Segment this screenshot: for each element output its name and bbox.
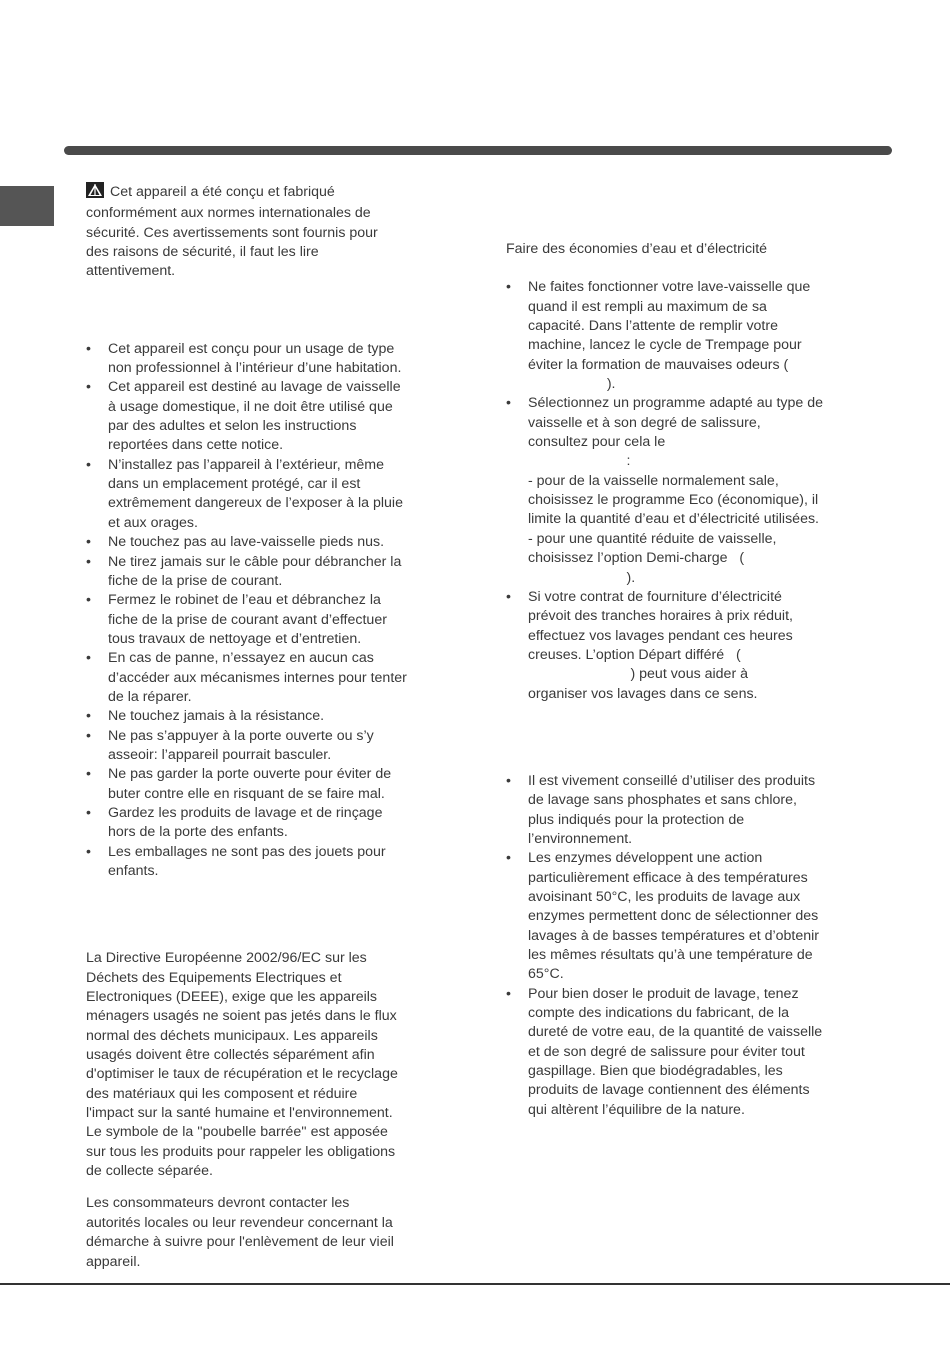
intro-line: conformément aux normes internationales de [86,205,371,222]
economy-list [506,278,890,704]
bottom-rule [0,1283,950,1285]
list-item: • Cet appareil est conçu pour un usage de type non professionnel à l’intérieur d’une habitation. [86,340,466,379]
top-rule [64,146,892,155]
deee-paragraph: La Directive Européenne 2002/96/EC sur les Déchets des Equipements Electriques et Electroniques (DEEE), exige que les appareils ménagers usagés ne soient pas jetés dans le flux normal des déchets municipaux. Les appareils usagés doivent être collectés séparément afin d'optimiser le taux de récupération et le recyclage des matériaux qui les composent et réduire l'impact sur la santé humaine et l'environnement. Le symbole de la ''poubelle barrée'' est apposée sur tous les produits pour rappeler les obligations de collecte séparée. [86,950,398,1180]
list-item: • Gardez les produits de lavage et de rinçage hors de la porte des enfants. [86,804,466,843]
list-item: • Ne touchez pas au lave-vaisselle pieds nus. [86,533,466,552]
intro-line: Cet appareil a été conçu et fabriqué [110,184,335,200]
intro-line: attentivement. [86,263,176,280]
safety-list [86,340,466,882]
right-column [506,240,890,1120]
list-item: • Si votre contrat de fourniture d’électricité prévoit des tranches horaires à prix réduit, effectuez vos lavages pendant ces heures creuses. L’option Départ différé ( ) peut vous aider à organiser vos lavages dans ce sens. [506,588,890,704]
intro-line: des raisons de sécurité, il faut les lire [86,244,319,261]
warning-triangle-icon [86,182,104,204]
list-item: • Il est vivement conseillé d’utiliser des produits de lavage sans phosphates et sans chlore, plus indiqués pour la protection de l’environnement. [506,772,890,849]
list-item: • N’installez pas l’appareil à l’extérieur, même dans un emplacement protégé, car il est extrêmement dangereux de l’exposer à la pluie et aux orages. [86,456,466,533]
left-column [86,182,466,1272]
list-item: • Fermez le robinet de l’eau et débranchez la fiche de la prise de courant avant d’effectuer tous travaux de nettoyage et d’entretien. [86,591,466,649]
list-item: • Ne touchez jamais à la résistance. [86,707,466,726]
language-tab [0,186,54,226]
consumer-paragraph: Les consommateurs devront contacter les autorités locales ou leur revendeur concernant la démarche à suivre pour l'enlèvement de leur vieil appareil. [86,1195,394,1270]
list-item: • Les enzymes développent une action particulièrement efficace à des températures avoisinant 50°C, les produits de lavage aux enzymes permettent donc de sélectionner des lavages à de basses températures et d’obtenir les mêmes résultats qu’à une température de 65°C. [506,849,890,984]
intro-line: sécurité. Ces avertissements sont fournis pour [86,224,378,241]
list-item: • En cas de panne, n’essayez en aucun cas d’accéder aux mécanismes internes pour tenter de la réparer. [86,649,466,707]
list-item: • Pour bien doser le produit de lavage, tenez compte des indications du fabricant, de la dureté de votre eau, de la quantité de vaisselle et de son degré de salissure pour éviter tout gaspillage. Bien que biodégradables, les produits de lavage contiennent des éléments qui altèrent l’équilibre de la nature. [506,985,890,1120]
list-item: • Ne tirez jamais sur le câble pour débrancher la fiche de la prise de courant. [86,553,466,592]
list-item: • Sélectionnez un programme adapté au type de vaisselle et à son degré de salissure, consultez pour cela le : - pour de la vaisselle normalement sale, choisissez le programme Eco (économique), il limite la quantité d’eau et d’électricité utilisées. - pour une quantité réduite de vaisselle, choisissez l’option Demi-charge ( ). [506,394,890,587]
intro-paragraph [86,182,466,282]
list-item: • Ne pas s’appuyer à la porte ouverte ou s’y asseoir: l’appareil pourrait basculer. [86,727,466,766]
list-item: • Cet appareil est destiné au lavage de vaisselle à usage domestique, il ne doit être utilisé que par des adultes et selon les instructions reportées dans cette notice. [86,378,466,455]
detergent-list [506,772,890,1120]
list-item: • Ne pas garder la porte ouverte pour éviter de buter contre elle en risquant de se faire mal. [86,765,466,804]
list-item: • Les emballages ne sont pas des jouets pour enfants. [86,843,466,882]
list-item: • Ne faites fonctionner votre lave-vaisselle que quand il est rempli au maximum de sa capacité. Dans l’attente de remplir votre machine, lancez le cycle de Trempage pour éviter la formation de mauvaises odeurs ( ). [506,278,890,394]
economy-heading: Faire des économies d’eau et d’électricité [506,241,768,257]
